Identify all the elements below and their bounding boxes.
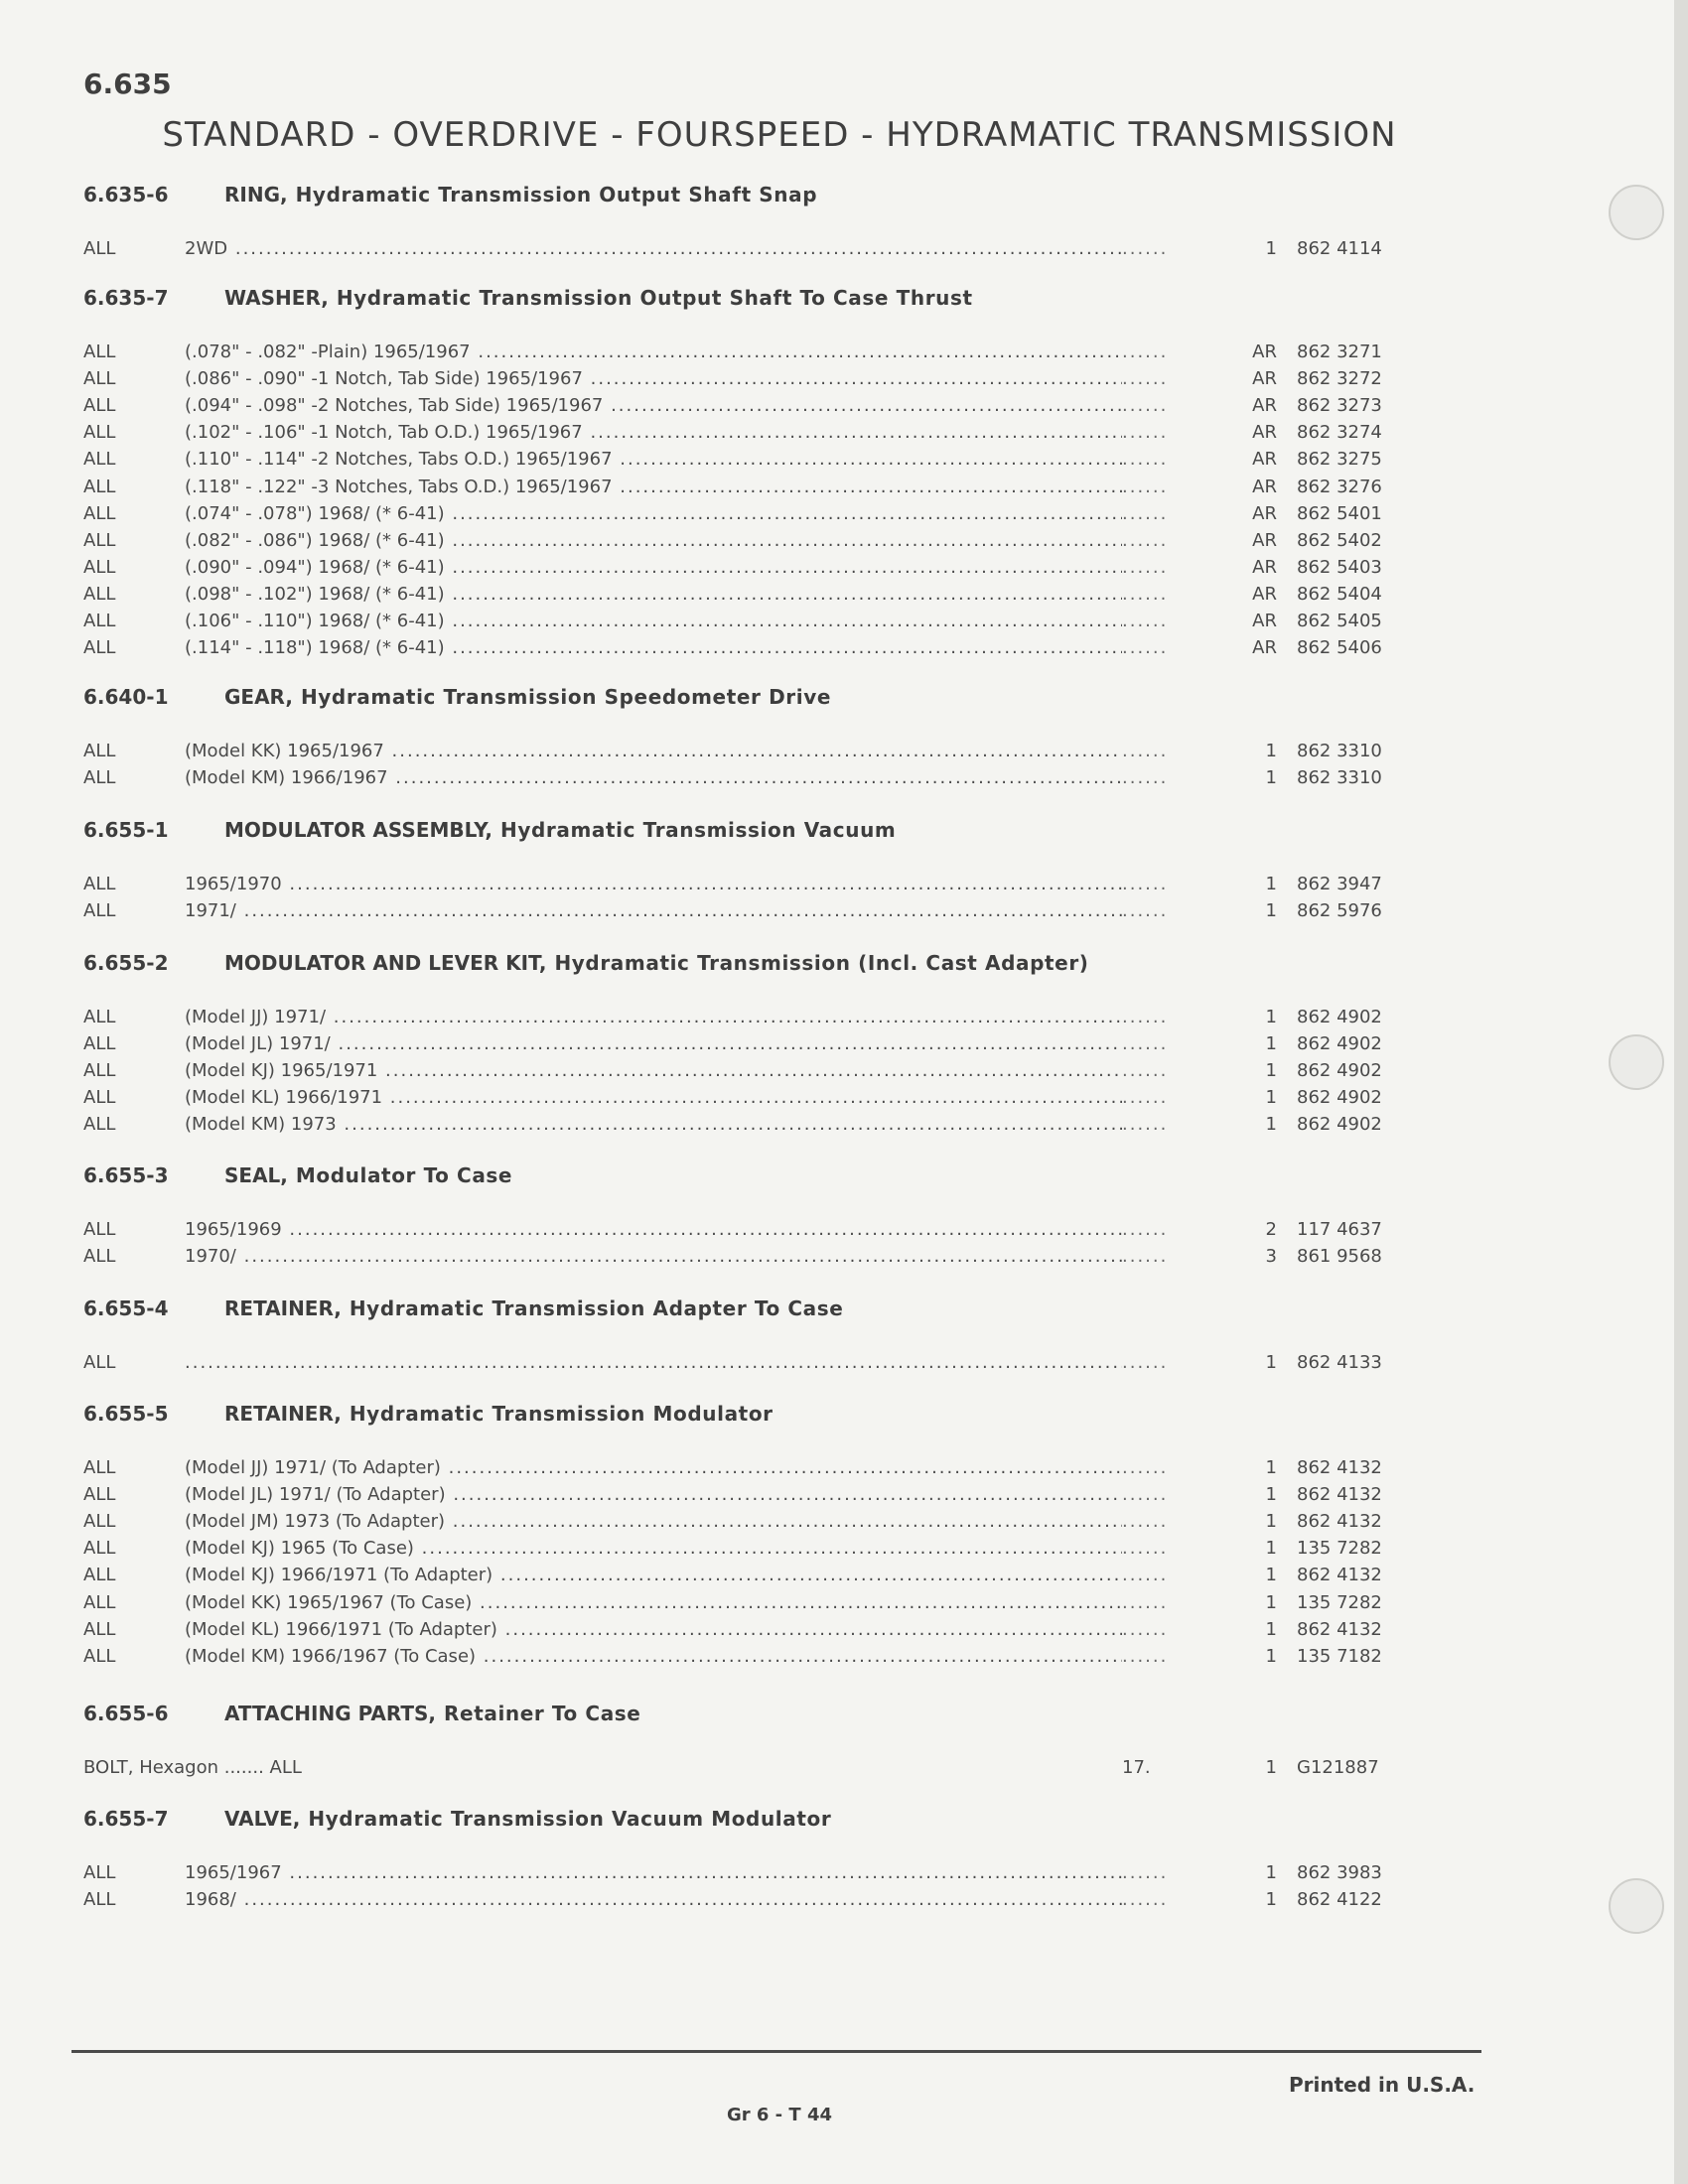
description-cell: (.074" - .078") 1968/ (* 6-41) ..... xyxy=(185,503,1174,524)
section-part-name: RETAINER, xyxy=(224,1402,342,1426)
quantity-cell: 1 xyxy=(1221,1114,1277,1135)
reference-cell: ...... xyxy=(1122,1538,1217,1559)
part-number-cell: 862 4902 xyxy=(1297,1060,1382,1081)
quantity-cell: 1 xyxy=(1221,1352,1277,1373)
section-part-name: RETAINER, xyxy=(224,1297,342,1320)
model-cell: ALL xyxy=(83,1007,116,1027)
part-number-cell: 862 3310 xyxy=(1297,741,1382,761)
part-number-cell: 862 5404 xyxy=(1297,584,1382,605)
part-number-cell: 862 3983 xyxy=(1297,1862,1382,1883)
parts-row xyxy=(83,503,1394,529)
reference-cell: ...... xyxy=(1122,1511,1217,1532)
model-cell: ALL xyxy=(83,584,116,605)
reference-cell: ...... xyxy=(1122,557,1217,578)
parts-row xyxy=(83,584,1394,610)
section-description: Hydramatic Transmission Modulator xyxy=(349,1402,774,1426)
quantity-cell: 1 xyxy=(1221,1619,1277,1640)
parts-row xyxy=(83,1457,1394,1483)
parts-row xyxy=(83,1511,1394,1537)
parts-row xyxy=(83,1862,1394,1888)
printed-note: Printed in U.S.A. xyxy=(1289,2073,1476,2097)
quantity-cell: AR xyxy=(1221,422,1277,443)
section-part-name: RING, xyxy=(224,183,288,206)
reference-cell: ...... xyxy=(1122,1619,1217,1640)
description-cell: (.110" - .114" -2 Notches, Tabs O.D.) 1965/1967 ..... xyxy=(185,449,1174,470)
section-heading xyxy=(83,1163,512,1187)
section-description: Retainer To Case xyxy=(444,1702,641,1725)
description-cell: 1968/ ..... xyxy=(185,1889,1174,1910)
part-number-cell: 862 4132 xyxy=(1297,1511,1382,1532)
part-number-cell: 862 3272 xyxy=(1297,368,1382,389)
section-heading xyxy=(83,685,831,709)
reference-cell: ...... xyxy=(1122,477,1217,497)
parts-row xyxy=(83,238,1394,264)
section-description: Hydramatic Transmission Vacuum Modulator xyxy=(308,1807,832,1831)
description-cell: (.082" - .086") 1968/ (* 6-41) ..... xyxy=(185,530,1174,551)
description-cell: (.090" - .094") 1968/ (* 6-41) ..... xyxy=(185,557,1174,578)
parts-row xyxy=(83,1246,1394,1272)
description-cell: (Model JL) 1971/ (To Adapter) ..... xyxy=(185,1484,1174,1505)
quantity-cell: 1 xyxy=(1221,1033,1277,1054)
description-cell: 1965/1969 ..... xyxy=(185,1219,1174,1240)
model-cell: ALL xyxy=(83,1033,116,1054)
section-part-name: MODULATOR ASSEMBLY, xyxy=(224,818,493,842)
reference-cell: ...... xyxy=(1122,1484,1217,1505)
model-cell: ALL xyxy=(83,900,116,921)
parts-row xyxy=(83,1646,1394,1672)
quantity-cell: AR xyxy=(1221,584,1277,605)
page-number: 6.635 xyxy=(83,68,172,100)
part-number-cell: 135 7182 xyxy=(1297,1646,1382,1667)
reference-cell: ...... xyxy=(1122,584,1217,605)
model-cell: ALL xyxy=(83,874,116,894)
quantity-cell: 1 xyxy=(1221,1538,1277,1559)
model-cell: ALL xyxy=(83,368,116,389)
reference-cell: ...... xyxy=(1122,900,1217,921)
section-description: Modulator To Case xyxy=(295,1163,513,1187)
description-cell: (Model KL) 1966/1971 (To Adapter) ..... xyxy=(185,1619,1174,1640)
reference-cell: ...... xyxy=(1122,741,1217,761)
description-cell: (.086" - .090" -1 Notch, Tab Side) 1965/1967 ..... xyxy=(185,368,1174,389)
model-cell: ALL xyxy=(83,1246,116,1267)
quantity-cell: AR xyxy=(1221,637,1277,658)
reference-cell: ...... xyxy=(1122,1246,1217,1267)
part-number-cell: 862 4902 xyxy=(1297,1087,1382,1108)
section-number: 6.655-6 xyxy=(83,1702,169,1725)
model-cell: ALL xyxy=(83,422,116,443)
reference-cell: ...... xyxy=(1122,238,1217,259)
reference-cell: ...... xyxy=(1122,1457,1217,1478)
part-number-cell: 862 4132 xyxy=(1297,1565,1382,1585)
parts-row xyxy=(83,395,1394,421)
quantity-cell: AR xyxy=(1221,368,1277,389)
description-cell: (.102" - .106" -1 Notch, Tab O.D.) 1965/1967 ..... xyxy=(185,422,1174,443)
parts-row xyxy=(83,1219,1394,1245)
part-number-cell: 862 4902 xyxy=(1297,1033,1382,1054)
parts-row xyxy=(83,1538,1394,1564)
parts-row xyxy=(83,557,1394,583)
section-number: 6.655-4 xyxy=(83,1297,169,1320)
section-heading xyxy=(83,183,817,206)
quantity-cell: 1 xyxy=(1221,1087,1277,1108)
parts-row xyxy=(83,1352,1394,1378)
part-number-cell: 862 3275 xyxy=(1297,449,1382,470)
reference-cell: ...... xyxy=(1122,395,1217,416)
quantity-cell: 1 xyxy=(1221,1889,1277,1910)
model-cell: ALL xyxy=(83,395,116,416)
description-cell: (.106" - .110") 1968/ (* 6-41) ..... xyxy=(185,611,1174,631)
part-number-cell: 862 4902 xyxy=(1297,1114,1382,1135)
description-cell: (Model KM) 1973 ..... xyxy=(185,1114,1174,1135)
section-heading xyxy=(83,1807,831,1831)
quantity-cell: 1 xyxy=(1221,767,1277,788)
quantity-cell: 1 xyxy=(1221,1565,1277,1585)
part-number-cell: 862 3273 xyxy=(1297,395,1382,416)
quantity-cell: 1 xyxy=(1221,1757,1277,1778)
reference-cell: ...... xyxy=(1122,1087,1217,1108)
parts-row xyxy=(83,449,1394,475)
model-cell: BOLT, Hexagon ....... ALL xyxy=(83,1757,302,1778)
section-heading xyxy=(83,1297,843,1320)
quantity-cell: AR xyxy=(1221,395,1277,416)
reference-cell: ...... xyxy=(1122,767,1217,788)
quantity-cell: AR xyxy=(1221,477,1277,497)
reference-cell: ...... xyxy=(1122,1592,1217,1613)
model-cell: ALL xyxy=(83,637,116,658)
page-reference: Gr 6 - T 44 xyxy=(726,2105,833,2125)
section-heading xyxy=(83,286,973,310)
description-cell: (Model KJ) 1965/1971 ..... xyxy=(185,1060,1174,1081)
parts-row xyxy=(83,1889,1394,1915)
quantity-cell: AR xyxy=(1221,341,1277,362)
parts-row xyxy=(83,741,1394,766)
model-cell: ALL xyxy=(83,1457,116,1478)
reference-cell: ...... xyxy=(1122,874,1217,894)
description-cell: (.114" - .118") 1968/ (* 6-41) ..... xyxy=(185,637,1174,658)
part-number-cell: 862 3276 xyxy=(1297,477,1382,497)
description-cell: (.094" - .098" -2 Notches, Tab Side) 1965/1967 ..... xyxy=(185,395,1174,416)
model-cell: ALL xyxy=(83,1862,116,1883)
description-cell: 2WD ..... xyxy=(185,238,1174,259)
part-number-cell: 862 5403 xyxy=(1297,557,1382,578)
section-part-name: GEAR, xyxy=(224,685,293,709)
part-number-cell: 862 3310 xyxy=(1297,767,1382,788)
section-description: Hydramatic Transmission (Incl. Cast Adapter) xyxy=(554,951,1089,975)
description-cell: (Model KM) 1966/1967 ..... xyxy=(185,767,1174,788)
section-number: 6.655-3 xyxy=(83,1163,169,1187)
description-cell: (Model KM) 1966/1967 (To Case) ..... xyxy=(185,1646,1174,1667)
reference-cell: ...... xyxy=(1122,1889,1217,1910)
parts-row xyxy=(83,874,1394,899)
description-cell: (.118" - .122" -3 Notches, Tabs O.D.) 1965/1967 ..... xyxy=(185,477,1174,497)
quantity-cell: 1 xyxy=(1221,741,1277,761)
quantity-cell: 1 xyxy=(1221,238,1277,259)
quantity-cell: AR xyxy=(1221,503,1277,524)
section-part-name: ATTACHING PARTS, xyxy=(224,1702,437,1725)
reference-cell: ...... xyxy=(1122,530,1217,551)
description-cell: (Model KL) 1966/1971 ..... xyxy=(185,1087,1174,1108)
part-number-cell: 862 4132 xyxy=(1297,1619,1382,1640)
model-cell: ALL xyxy=(83,767,116,788)
quantity-cell: AR xyxy=(1221,611,1277,631)
model-cell: ALL xyxy=(83,1646,116,1667)
description-cell: (Model KK) 1965/1967 ..... xyxy=(185,741,1174,761)
parts-row xyxy=(83,341,1394,367)
model-cell: ALL xyxy=(83,1511,116,1532)
part-number-cell: 862 5405 xyxy=(1297,611,1382,631)
section-part-name: SEAL, xyxy=(224,1163,288,1187)
section-description: Hydramatic Transmission Vacuum xyxy=(500,818,897,842)
section-number: 6.635-7 xyxy=(83,286,169,310)
reference-cell: ...... xyxy=(1122,503,1217,524)
quantity-cell: 1 xyxy=(1221,1484,1277,1505)
parts-row xyxy=(83,1087,1394,1113)
binder-hole-middle xyxy=(1609,1034,1664,1090)
model-cell: ALL xyxy=(83,1538,116,1559)
binder-hole-top xyxy=(1609,185,1664,240)
section-heading xyxy=(83,1702,640,1725)
reference-cell: ...... xyxy=(1122,368,1217,389)
reference-cell: ...... xyxy=(1122,1114,1217,1135)
description-cell: 1965/1970 ..... xyxy=(185,874,1174,894)
parts-row xyxy=(83,422,1394,448)
part-number-cell: 862 5406 xyxy=(1297,637,1382,658)
part-number-cell: 135 7282 xyxy=(1297,1538,1382,1559)
page-title: STANDARD - OVERDRIVE - FOURSPEED - HYDRAMATIC TRANSMISSION xyxy=(162,115,1397,155)
quantity-cell: 1 xyxy=(1221,874,1277,894)
reference-cell: ...... xyxy=(1122,449,1217,470)
model-cell: ALL xyxy=(83,611,116,631)
part-number-cell: 862 5401 xyxy=(1297,503,1382,524)
description-cell: (Model JL) 1971/ ..... xyxy=(185,1033,1174,1054)
description-cell: (Model KK) 1965/1967 (To Case) ..... xyxy=(185,1592,1174,1613)
parts-row xyxy=(83,1757,1394,1783)
section-number: 6.655-1 xyxy=(83,818,169,842)
description-cell: 1970/ ..... xyxy=(185,1246,1174,1267)
part-number-cell: 862 4132 xyxy=(1297,1484,1382,1505)
section-heading xyxy=(83,1402,774,1426)
section-part-name: MODULATOR AND LEVER KIT, xyxy=(224,951,547,975)
reference-cell: ...... xyxy=(1122,1060,1217,1081)
part-number-cell: 861 9568 xyxy=(1297,1246,1382,1267)
quantity-cell: 1 xyxy=(1221,1646,1277,1667)
model-cell: ALL xyxy=(83,1484,116,1505)
model-cell: ALL xyxy=(83,1060,116,1081)
part-number-cell: 135 7282 xyxy=(1297,1592,1382,1613)
description-cell xyxy=(185,1352,1174,1373)
description-cell: (Model KJ) 1965 (To Case) ..... xyxy=(185,1538,1174,1559)
description-cell: 1965/1967 ..... xyxy=(185,1862,1174,1883)
parts-row xyxy=(83,900,1394,926)
quantity-cell: 3 xyxy=(1221,1246,1277,1267)
section-description: Hydramatic Transmission Output Shaft To Case Thrust xyxy=(336,286,973,310)
quantity-cell: 1 xyxy=(1221,1457,1277,1478)
model-cell: ALL xyxy=(83,530,116,551)
reference-cell: ...... xyxy=(1122,1219,1217,1240)
reference-cell: ...... xyxy=(1122,637,1217,658)
part-number-cell: 862 4114 xyxy=(1297,238,1382,259)
description-cell: (Model JM) 1973 (To Adapter) ..... xyxy=(185,1511,1174,1532)
part-number-cell: 862 4122 xyxy=(1297,1889,1382,1910)
quantity-cell: 1 xyxy=(1221,1007,1277,1027)
parts-row xyxy=(83,1033,1394,1059)
parts-row xyxy=(83,1565,1394,1590)
footer-divider xyxy=(71,2050,1481,2053)
part-number-cell: 862 4132 xyxy=(1297,1457,1382,1478)
model-cell: ALL xyxy=(83,1565,116,1585)
reference-cell: ...... xyxy=(1122,611,1217,631)
part-number-cell: 117 4637 xyxy=(1297,1219,1382,1240)
parts-row xyxy=(83,1114,1394,1140)
reference-cell: ...... xyxy=(1122,1007,1217,1027)
reference-cell: ...... xyxy=(1122,1352,1217,1373)
reference-cell: ...... xyxy=(1122,422,1217,443)
parts-row xyxy=(83,1619,1394,1645)
description-cell: (.078" - .082" -Plain) 1965/1967 ..... xyxy=(185,341,1174,362)
section-description: Hydramatic Transmission Output Shaft Snap xyxy=(295,183,818,206)
section-heading xyxy=(83,951,1089,975)
reference-cell: 17. xyxy=(1122,1757,1217,1778)
section-description: Hydramatic Transmission Adapter To Case xyxy=(349,1297,844,1320)
reference-cell: ...... xyxy=(1122,1565,1217,1585)
section-number: 6.655-7 xyxy=(83,1807,169,1831)
part-number-cell: 862 3274 xyxy=(1297,422,1382,443)
part-number-cell: G121887 xyxy=(1297,1757,1379,1778)
reference-cell: ...... xyxy=(1122,1646,1217,1667)
quantity-cell: 1 xyxy=(1221,1592,1277,1613)
model-cell: ALL xyxy=(83,1592,116,1613)
model-cell: ALL xyxy=(83,1087,116,1108)
section-part-name: WASHER, xyxy=(224,286,329,310)
reference-cell: ...... xyxy=(1122,1033,1217,1054)
reference-cell: ...... xyxy=(1122,1862,1217,1883)
parts-row xyxy=(83,1484,1394,1510)
reference-cell: ...... xyxy=(1122,341,1217,362)
model-cell: ALL xyxy=(83,557,116,578)
model-cell: ALL xyxy=(83,1889,116,1910)
section-number: 6.655-5 xyxy=(83,1402,169,1426)
section-number: 6.640-1 xyxy=(83,685,169,709)
part-number-cell: 862 3271 xyxy=(1297,341,1382,362)
model-cell: ALL xyxy=(83,238,116,259)
model-cell: ALL xyxy=(83,477,116,497)
model-cell: ALL xyxy=(83,741,116,761)
model-cell: ALL xyxy=(83,1619,116,1640)
part-number-cell: 862 4902 xyxy=(1297,1007,1382,1027)
part-number-cell: 862 4133 xyxy=(1297,1352,1382,1373)
parts-row xyxy=(83,368,1394,394)
section-heading xyxy=(83,818,896,842)
description-cell: (Model JJ) 1971/ ..... xyxy=(185,1007,1174,1027)
part-number-cell: 862 5402 xyxy=(1297,530,1382,551)
section-number: 6.635-6 xyxy=(83,183,169,206)
parts-row xyxy=(83,530,1394,556)
model-cell: ALL xyxy=(83,449,116,470)
section-description: Hydramatic Transmission Speedometer Drive xyxy=(300,685,831,709)
parts-row xyxy=(83,611,1394,636)
parts-row xyxy=(83,767,1394,793)
quantity-cell: 1 xyxy=(1221,1511,1277,1532)
parts-row xyxy=(83,1592,1394,1618)
quantity-cell: AR xyxy=(1221,449,1277,470)
description-cell: (Model JJ) 1971/ (To Adapter) ..... xyxy=(185,1457,1174,1478)
parts-row xyxy=(83,477,1394,502)
quantity-cell: 1 xyxy=(1221,1862,1277,1883)
section-part-name: VALVE, xyxy=(224,1807,301,1831)
scan-edge xyxy=(1674,0,1688,2184)
quantity-cell: AR xyxy=(1221,530,1277,551)
part-number-cell: 862 3947 xyxy=(1297,874,1382,894)
description-cell: (Model KJ) 1966/1971 (To Adapter) ..... xyxy=(185,1565,1174,1585)
parts-row xyxy=(83,637,1394,663)
part-number-cell: 862 5976 xyxy=(1297,900,1382,921)
model-cell: ALL xyxy=(83,503,116,524)
binder-hole-bottom xyxy=(1609,1878,1664,1934)
description-cell: (.098" - .102") 1968/ (* 6-41) ..... xyxy=(185,584,1174,605)
section-number: 6.655-2 xyxy=(83,951,169,975)
model-cell: ALL xyxy=(83,1219,116,1240)
quantity-cell: 2 xyxy=(1221,1219,1277,1240)
quantity-cell: AR xyxy=(1221,557,1277,578)
quantity-cell: 1 xyxy=(1221,1060,1277,1081)
model-cell: ALL xyxy=(83,1114,116,1135)
parts-row xyxy=(83,1060,1394,1086)
model-cell: ALL xyxy=(83,1352,116,1373)
quantity-cell: 1 xyxy=(1221,900,1277,921)
model-cell: ALL xyxy=(83,341,116,362)
description-cell: 1971/ ..... xyxy=(185,900,1174,921)
parts-row xyxy=(83,1007,1394,1032)
